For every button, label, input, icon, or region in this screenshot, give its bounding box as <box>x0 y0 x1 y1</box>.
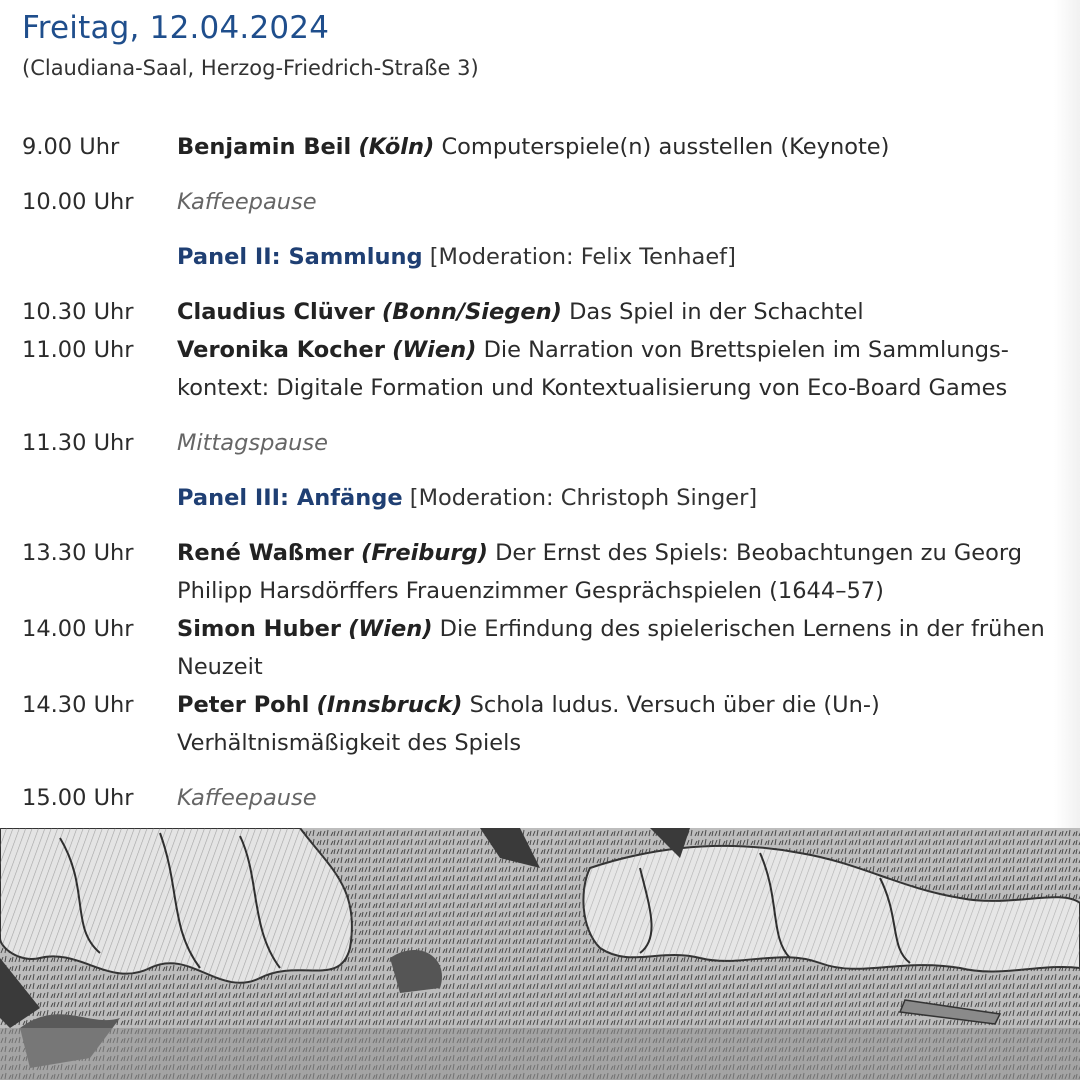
schedule-row <box>22 779 1072 817</box>
talk-entry <box>177 534 1072 610</box>
talk-title: Schola ludus. Versuch über die (Un-) Verhältnismäßigkeit des Spiels <box>177 692 880 756</box>
time-label: 14.30 Uhr <box>22 692 134 718</box>
panel-moderation: [Moderation: Felix Tenhaef] <box>429 244 736 270</box>
break-label: Kaffeepause <box>177 785 317 811</box>
page-title: Freitag, 12.04.2024 <box>22 10 330 46</box>
speaker-name: René Waßmer <box>177 540 354 566</box>
speaker-location: (Freiburg) <box>361 540 488 566</box>
break-label: Mittagspause <box>177 430 328 456</box>
time-label: 11.00 Uhr <box>22 337 134 363</box>
time-spacer <box>22 238 177 276</box>
speaker-name: Peter Pohl <box>177 692 310 718</box>
time-label: 13.30 Uhr <box>22 540 134 566</box>
engraving-artwork <box>0 828 1080 1080</box>
talk-entry <box>177 128 1072 166</box>
talk-entry <box>177 686 1072 762</box>
talk-entry <box>177 610 1072 686</box>
speaker-name: Simon Huber <box>177 616 341 642</box>
speaker-location: (Innsbruck) <box>316 692 463 718</box>
talk-title: Das Spiel in der Schachtel <box>569 299 864 325</box>
panel-title: Panel II: Sammlung <box>177 244 423 270</box>
schedule-row <box>22 128 1072 166</box>
time-label: 10.00 Uhr <box>22 189 134 215</box>
talk-title: Die Narration von Brettspielen im Sammlungs-kontext: Digitale Formation und Kontextualisierung von Eco-Board Games <box>177 337 1009 401</box>
break-label: Kaffeepause <box>177 189 317 215</box>
speaker-name: Benjamin Beil <box>177 134 352 160</box>
speaker-location: (Wien) <box>392 337 477 363</box>
panel-row <box>22 238 1072 276</box>
talk-title: Computerspiele(n) ausstellen (Keynote) <box>441 134 890 160</box>
time-spacer <box>22 479 177 517</box>
schedule-row <box>22 331 1072 407</box>
schedule-row <box>22 610 1072 686</box>
panel-entry <box>177 479 1072 517</box>
schedule-row <box>22 183 1072 221</box>
panel-entry <box>177 238 1072 276</box>
talk-title: Der Ernst des Spiels: Beobachtungen zu Georg Philipp Harsdörffers Frauenzimmer Gesprächspielen (1644–57) <box>177 540 1023 604</box>
talk-entry <box>177 331 1072 407</box>
panel-title: Panel III: Anfänge <box>177 485 403 511</box>
speaker-location: (Bonn/Siegen) <box>381 299 562 325</box>
schedule-row <box>22 686 1072 762</box>
time-label: 10.30 Uhr <box>22 299 134 325</box>
talk-entry <box>177 293 1072 331</box>
talk-title: Die Erfindung des spielerischen Lernens in der frühen Neuzeit <box>177 616 1045 680</box>
time-label: 15.00 Uhr <box>22 785 134 811</box>
schedule-row <box>22 293 1072 331</box>
speaker-name: Claudius Clüver <box>177 299 375 325</box>
speaker-location: (Köln) <box>358 134 435 160</box>
speaker-name: Veronika Kocher <box>177 337 385 363</box>
panel-moderation: [Moderation: Christoph Singer] <box>409 485 758 511</box>
schedule-list <box>22 128 1072 817</box>
schedule-row <box>22 424 1072 462</box>
time-label: 11.30 Uhr <box>22 430 134 456</box>
speaker-location: (Wien) <box>348 616 433 642</box>
venue-subtitle: (Claudiana-Saal, Herzog-Friedrich-Straße 3) <box>22 56 479 80</box>
panel-row <box>22 479 1072 517</box>
schedule-row <box>22 534 1072 610</box>
time-label: 14.00 Uhr <box>22 616 134 642</box>
time-label: 9.00 Uhr <box>22 134 120 160</box>
engraving-illustration <box>0 828 1080 1080</box>
